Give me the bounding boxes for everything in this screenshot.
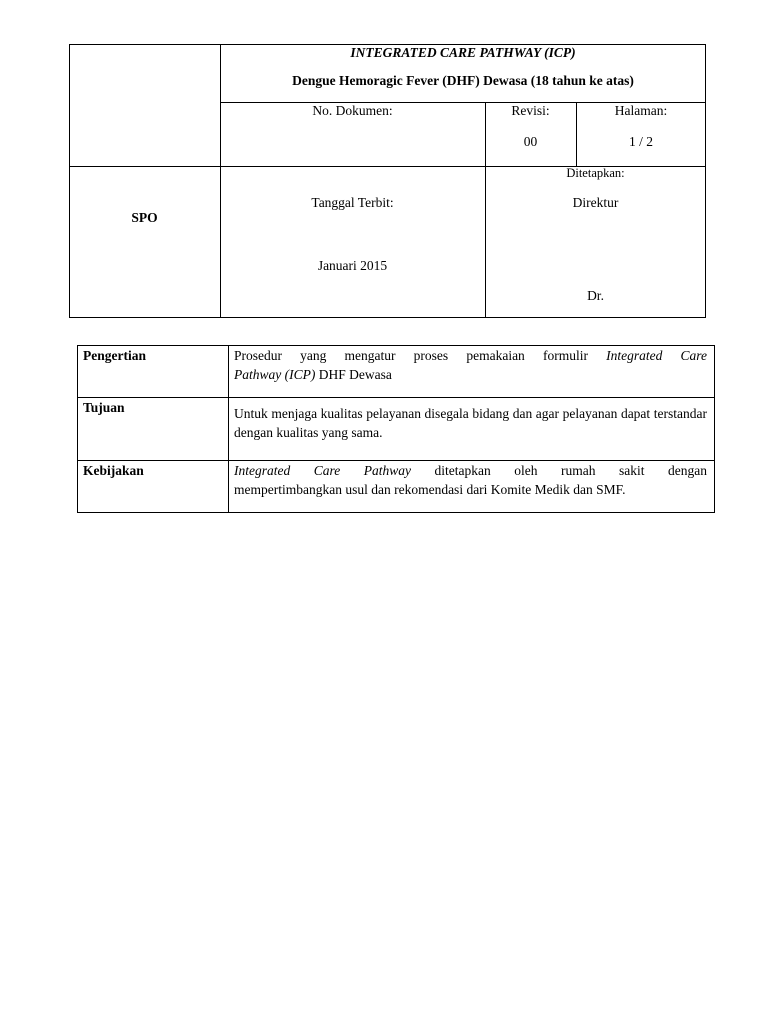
table-border-right bbox=[714, 345, 715, 513]
halaman-label: Halaman: bbox=[614, 103, 668, 118]
tanggal-terbit-label: Tanggal Terbit: bbox=[311, 195, 394, 210]
pengertian-line-1 bbox=[234, 346, 707, 365]
doc-no-label: No. Dokumen: bbox=[312, 103, 393, 118]
spo-label: SPO bbox=[131, 210, 158, 225]
tanggal-terbit-value: Januari 2015 bbox=[317, 258, 388, 273]
table-border-bottom bbox=[77, 512, 715, 513]
pengertian-line-2 bbox=[234, 365, 707, 384]
pengertian-italic-2: Pathway (ICP) bbox=[234, 367, 316, 382]
dr-label: Dr. bbox=[587, 288, 604, 303]
tujuan-label: Tujuan bbox=[83, 400, 125, 415]
kebijakan-line-2: mempertimbangkan usul dan rekomendasi dari Komite Medik dan SMF. bbox=[234, 482, 626, 497]
table-border-left bbox=[77, 345, 78, 513]
pengertian-italic-1: Integrated Care bbox=[606, 348, 707, 363]
pengertian-text-2: DHF Dewasa bbox=[315, 367, 392, 382]
tujuan-text: Untuk menjaga kualitas pelayanan disegala bidang dan agar pelayanan dapat terstandar dengan kualitas yang sama. bbox=[234, 406, 707, 440]
pengertian-label: Pengertian bbox=[83, 348, 146, 363]
document-header-table bbox=[69, 44, 706, 318]
pengertian-text-1: Prosedur yang mengatur proses pemakaian formulir bbox=[234, 348, 607, 363]
revisi-value: 00 bbox=[523, 134, 538, 149]
border-bottom bbox=[69, 317, 706, 318]
kebijakan-text-1: ditetapkan oleh rumah sakit dengan bbox=[411, 463, 707, 478]
icp-title: INTEGRATED CARE PATHWAY (ICP) bbox=[350, 45, 576, 60]
border-left bbox=[69, 44, 70, 318]
kebijakan-label: Kebijakan bbox=[83, 463, 144, 478]
table-column-divider bbox=[228, 345, 229, 513]
revisi-label: Revisi: bbox=[511, 103, 550, 118]
kebijakan-italic-1: Integrated Care Pathway bbox=[234, 463, 411, 478]
direktur-label: Direktur bbox=[572, 195, 619, 210]
kebijakan-line-1 bbox=[234, 461, 707, 480]
icp-subtitle: Dengue Hemoragic Fever (DHF) Dewasa (18 tahun ke atas) bbox=[292, 73, 634, 88]
halaman-value: 1 / 2 bbox=[628, 134, 653, 149]
ditetapkan-label: Ditetapkan: bbox=[566, 166, 625, 180]
procedure-table bbox=[77, 345, 715, 513]
row-divider-1 bbox=[77, 397, 715, 398]
